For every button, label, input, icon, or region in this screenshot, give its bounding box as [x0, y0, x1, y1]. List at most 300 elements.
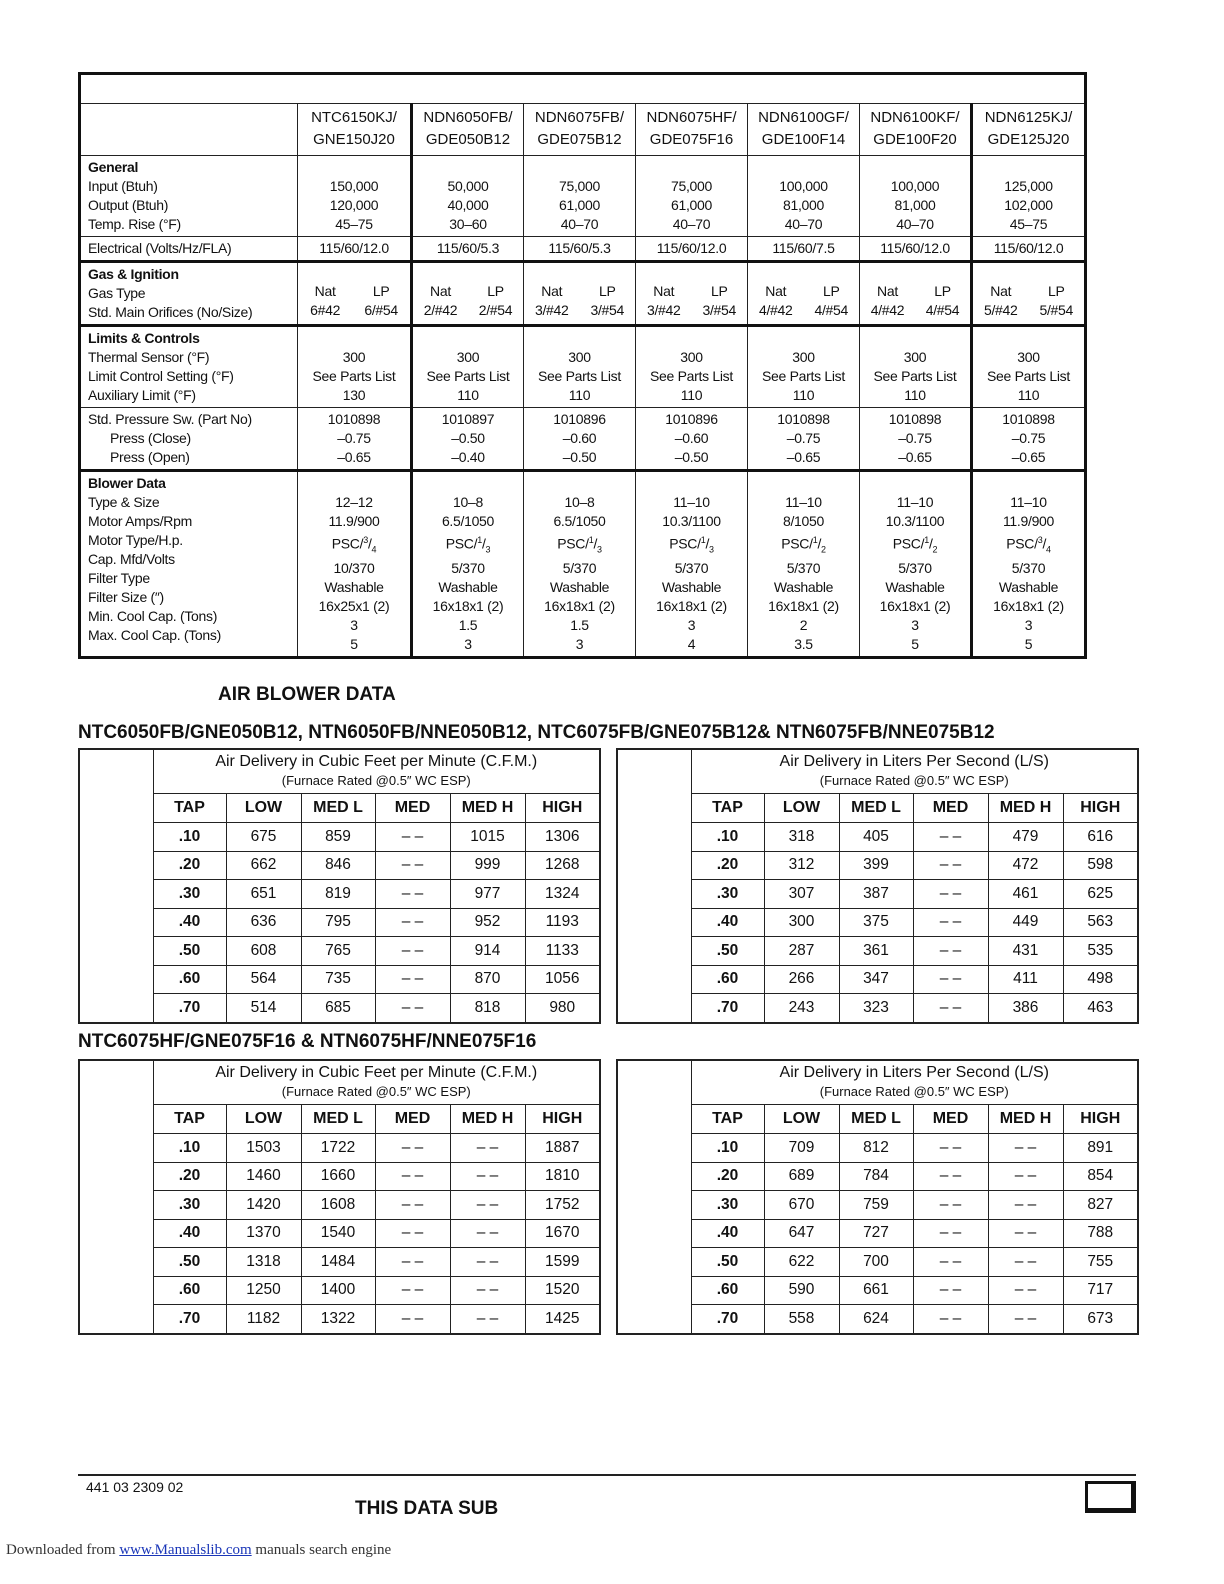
air-delivery-title: Air Delivery in Liters Per Second (L/S) [779, 1064, 1049, 1081]
model-header-cell [524, 104, 636, 156]
airflow-cell: 1540 [301, 1219, 375, 1248]
pressure-values-cell [972, 408, 1086, 471]
table-row [79, 1219, 600, 1248]
airflow-cell: 498 [1063, 965, 1138, 994]
spacer [748, 474, 859, 493]
limits-values-cell [972, 326, 1086, 408]
model-number-alt: GDE075F16 [649, 131, 734, 148]
airflow-cell: – – [913, 851, 988, 880]
airflow-cell: 608 [226, 937, 301, 966]
output-value: 102,000 [1004, 197, 1053, 213]
gas-pair [973, 263, 1084, 320]
model-number-alt: GDE100F20 [873, 131, 957, 148]
table-row [617, 1219, 1138, 1248]
limits-values-cell [636, 326, 748, 408]
airflow-cell: 854 [1063, 1162, 1138, 1191]
blower-values-cell [748, 471, 860, 658]
limit-control-value: See Parts List [312, 368, 396, 384]
spec-gas-labels [80, 262, 298, 326]
airflow-cell: – – [375, 908, 450, 937]
airflow-cell: 999 [450, 851, 525, 880]
filter-type-value: Washable [438, 579, 498, 596]
air-title-row [617, 749, 1138, 794]
airflow-cell: 759 [839, 1191, 913, 1220]
pressure-values-cell [412, 408, 524, 471]
electrical-value: 115/60/12.0 [298, 237, 412, 262]
lp-label: LP [1047, 283, 1065, 299]
type-size-label: Type & Size [88, 494, 160, 510]
limits-values-cell [860, 326, 972, 408]
lp-column [364, 282, 398, 320]
motor-type-label: Motor Type/H.p. [88, 532, 183, 548]
lp-label: LP [822, 283, 840, 299]
airflow-cell: – – [913, 823, 988, 852]
spec-general-row [80, 156, 1086, 237]
spec-pressure-row [80, 408, 1086, 471]
nat-label: Nat [653, 283, 675, 299]
motor-type-prefix: PSC/ [669, 535, 701, 552]
column-header: MED [375, 794, 450, 823]
type-size-value: 12–12 [335, 494, 373, 510]
airflow-cell: 558 [764, 1305, 839, 1334]
pressure-switch-label: Std. Pressure Sw. (Part No) [88, 411, 252, 427]
airflow-cell: – – [375, 994, 450, 1023]
airflow-cell: 1056 [525, 965, 600, 994]
lp-column [926, 282, 960, 320]
airflow-cell: 387 [839, 880, 913, 909]
airflow-cell: – – [450, 1219, 525, 1248]
table-row [79, 1162, 600, 1191]
gas-values-cell [860, 262, 972, 326]
hp-numerator: 1 [700, 535, 706, 545]
tap-cell: .30 [691, 880, 764, 909]
blower-values-cell [860, 471, 972, 658]
air-delivery-title: Air Delivery in Cubic Feet per Minute (C.F.M.) [215, 1064, 538, 1081]
airflow-cell: 651 [226, 880, 301, 909]
nat-label: Nat [314, 283, 336, 299]
lp-column [479, 282, 513, 320]
section1-heading: NTC6050FB/GNE050B12, NTN6050FB/NNE050B12, NTC6075FB/GNE075B12& NTN6075FB/NNE075B12 [78, 722, 995, 743]
spacer [860, 329, 970, 348]
press-open-value: –0.65 [1011, 449, 1046, 465]
spec-limits-row [80, 326, 1086, 408]
air-blank-column [79, 1060, 153, 1334]
tap-cell: .40 [691, 908, 764, 937]
airflow-cell: 564 [226, 965, 301, 994]
min-cool-value: 3 [911, 617, 919, 634]
cap-value: 5/370 [562, 560, 597, 577]
model-header-cell [748, 104, 860, 156]
nat-label: Nat [430, 283, 451, 299]
airflow-cell: 662 [226, 851, 301, 880]
hp-fraction-slash: / [481, 535, 486, 552]
airflow-cell: 1322 [301, 1305, 375, 1334]
motor-type-value [973, 531, 1084, 559]
column-header: MED L [301, 1105, 375, 1134]
temp-rise-value: 40–70 [896, 216, 934, 232]
hp-fraction-slash: / [593, 535, 598, 552]
airflow-cell: 405 [839, 823, 913, 852]
airflow-cell: 1133 [525, 937, 600, 966]
thermal-sensor-label: Thermal Sensor (°F) [88, 349, 210, 365]
lp-label: LP [372, 283, 390, 299]
hp-numerator: 3 [1037, 535, 1043, 545]
table-row [79, 1191, 600, 1220]
airflow-cell: – – [375, 1191, 450, 1220]
electrical-value: 115/60/12.0 [860, 237, 972, 262]
motor-type-value [524, 531, 635, 559]
airflow-cell: 670 [764, 1191, 839, 1220]
airflow-cell: – – [988, 1191, 1063, 1220]
lp-orifice: 2/#54 [478, 302, 513, 318]
spacer [748, 158, 859, 177]
airflow-cell: 700 [839, 1248, 913, 1277]
tap-cell: .60 [691, 1276, 764, 1305]
air-blank-column [79, 749, 153, 1023]
nat-column [984, 282, 1018, 320]
column-header: MED L [839, 794, 913, 823]
limit-control-value: See Parts List [987, 368, 1070, 384]
tap-cell: .20 [153, 851, 226, 880]
table-row [617, 851, 1138, 880]
airflow-cell: 323 [839, 994, 913, 1023]
nat-orifice: 3/#42 [534, 302, 569, 318]
pressure-switch-part: 1010896 [553, 411, 606, 427]
airflow-cell: 399 [839, 851, 913, 880]
tap-cell: .50 [153, 1248, 226, 1277]
auxiliary-limit-value: 130 [342, 387, 366, 403]
airflow-cell: 1268 [525, 851, 600, 880]
nat-orifice: 4/#42 [758, 302, 793, 318]
table-row [617, 823, 1138, 852]
hp-denominator: 4 [371, 544, 377, 555]
section1-ls-table [616, 748, 1139, 1024]
airflow-cell: 1599 [525, 1248, 600, 1277]
motor-type-prefix: PSC/ [557, 535, 589, 552]
airflow-cell: 1722 [301, 1134, 375, 1163]
hp-numerator: 1 [477, 535, 482, 545]
gas-type-label: Gas Type [88, 285, 146, 301]
manualslib-link[interactable]: www.Manualslib.com [119, 1542, 252, 1558]
press-close-value: –0.75 [898, 430, 932, 446]
airflow-cell: 980 [525, 994, 600, 1023]
table-row [617, 994, 1138, 1023]
air-delivery-title: Air Delivery in Cubic Feet per Minute (C.F.M.) [215, 753, 538, 770]
hp-denominator: 2 [932, 544, 938, 555]
auxiliary-limit-value: 110 [457, 387, 479, 403]
tap-cell: .50 [153, 937, 226, 966]
airflow-cell: 431 [988, 937, 1063, 966]
model-header-cell [636, 104, 748, 156]
max-cool-label: Max. Cool Cap. (Tons) [88, 627, 221, 643]
type-size-value: 11–10 [673, 494, 710, 510]
spacer [298, 474, 410, 493]
motor-type-prefix: PSC/ [781, 535, 813, 552]
hp-fraction-slash: / [817, 535, 822, 552]
gas-title: Gas & Ignition [88, 266, 179, 282]
spacer [973, 474, 1084, 493]
spacer [636, 158, 747, 177]
airflow-cell: 1182 [226, 1305, 301, 1334]
general-values-cell [524, 156, 636, 237]
column-header: HIGH [1063, 1105, 1138, 1134]
input-value: 50,000 [447, 178, 489, 194]
press-open-value: –0.50 [562, 449, 597, 465]
type-size-value: 10–8 [564, 494, 595, 510]
airflow-cell: – – [913, 1248, 988, 1277]
table-row [617, 880, 1138, 909]
motor-amps-value: 10.3/1100 [662, 513, 721, 529]
airflow-cell: – – [450, 1248, 525, 1277]
column-header: MED L [301, 794, 375, 823]
min-cool-value: 3 [687, 617, 696, 634]
press-close-value: –0.60 [674, 430, 709, 446]
column-header: MED H [988, 1105, 1063, 1134]
output-label: Output (Btuh) [88, 197, 169, 213]
spacer [413, 474, 523, 493]
air-title-row [79, 1060, 600, 1105]
airflow-cell: 661 [839, 1276, 913, 1305]
min-cool-label: Min. Cool Cap. (Tons) [88, 608, 218, 624]
spacer [524, 158, 635, 177]
model-number: NDN6075FB/ [534, 109, 625, 126]
press-open-value: –0.65 [786, 449, 821, 465]
airflow-cell: 827 [1063, 1191, 1138, 1220]
airflow-cell: 598 [1063, 851, 1138, 880]
output-value: 81,000 [894, 197, 936, 213]
hp-denominator: 2 [821, 544, 826, 555]
airflow-cell: 727 [839, 1219, 913, 1248]
spacer [636, 329, 747, 348]
airflow-cell: 1484 [301, 1248, 375, 1277]
nat-label: Nat [765, 283, 787, 299]
temp-rise-value: 45–75 [1009, 216, 1048, 232]
air-column-header-row [617, 1105, 1138, 1134]
airflow-cell: 307 [764, 880, 839, 909]
table-row [617, 1162, 1138, 1191]
gas-pair [524, 263, 635, 320]
general-values-cell [972, 156, 1086, 237]
press-close-value: –0.75 [786, 430, 821, 446]
motor-amps-label: Motor Amps/Rpm [88, 513, 192, 529]
tap-cell: .70 [153, 994, 226, 1023]
table-row [617, 1191, 1138, 1220]
airflow-cell: 1670 [525, 1219, 600, 1248]
pressure-switch-part: 1010897 [441, 411, 495, 427]
airflow-cell: – – [988, 1305, 1063, 1334]
nat-label: Nat [990, 283, 1012, 299]
table-row [79, 880, 600, 909]
input-value: 75,000 [558, 178, 601, 194]
column-header: LOW [226, 1105, 301, 1134]
column-header: TAP [153, 794, 226, 823]
section2-heading: NTC6075HF/GNE075F16 & NTN6075HF/NNE075F16 [78, 1031, 537, 1052]
page-number-box [1085, 1481, 1136, 1513]
tap-cell: .10 [691, 823, 764, 852]
airflow-cell: – – [913, 880, 988, 909]
nat-orifice: 5/#42 [983, 302, 1018, 318]
press-close-value: –0.60 [562, 430, 597, 446]
rated-note: (Furnace Rated @0.5″ WC ESP) [281, 773, 471, 788]
column-header: TAP [153, 1105, 226, 1134]
airflow-cell: 347 [839, 965, 913, 994]
airflow-cell: 411 [988, 965, 1063, 994]
tap-cell: .30 [153, 880, 226, 909]
airflow-cell: 535 [1063, 937, 1138, 966]
nat-orifice: 4/#42 [870, 302, 905, 318]
motor-type-value [860, 531, 970, 559]
temp-rise-value: 45–75 [335, 216, 373, 232]
spacer [298, 329, 410, 348]
air-table-title [691, 749, 1138, 794]
nat-label: Nat [541, 283, 563, 299]
column-header: HIGH [1063, 794, 1138, 823]
airflow-cell: – – [375, 880, 450, 909]
airflow-cell: 1420 [226, 1191, 301, 1220]
electrical-value: 115/60/7.5 [748, 237, 860, 262]
nat-column [310, 282, 340, 320]
airflow-cell: 590 [764, 1276, 839, 1305]
spacer [860, 158, 970, 177]
airflow-cell: 461 [988, 880, 1063, 909]
cap-value: 10/370 [333, 560, 375, 577]
airflow-cell: 1370 [226, 1219, 301, 1248]
lp-orifice: 3/#54 [590, 302, 625, 318]
min-cool-value: 1.5 [458, 617, 478, 634]
thermal-sensor-value: 300 [903, 349, 927, 365]
tap-cell: .70 [691, 1305, 764, 1334]
airflow-cell: 361 [839, 937, 913, 966]
airflow-cell: – – [913, 1162, 988, 1191]
airflow-cell: 1318 [226, 1248, 301, 1277]
blower-values-cell [972, 471, 1086, 658]
air-title-row [617, 1060, 1138, 1105]
motor-type-prefix: PSC/ [445, 535, 478, 552]
lp-orifice: 6/#54 [364, 302, 398, 318]
rated-note: (Furnace Rated @0.5″ WC ESP) [819, 773, 1009, 788]
airflow-cell: – – [913, 1191, 988, 1220]
airflow-cell: – – [988, 1162, 1063, 1191]
hp-fraction-slash: / [367, 535, 372, 552]
limits-values-cell [412, 326, 524, 408]
cap-value: 5/370 [451, 560, 485, 577]
filter-type-label: Filter Type [88, 570, 150, 586]
airflow-cell: 1193 [525, 908, 600, 937]
thermal-sensor-value: 300 [342, 349, 366, 365]
section2-cfm-table [78, 1059, 601, 1335]
airflow-cell: 1400 [301, 1276, 375, 1305]
gas-pair [298, 263, 410, 320]
input-value: 100,000 [779, 178, 828, 194]
nat-column [535, 282, 569, 320]
gas-values-cell [636, 262, 748, 326]
pressure-values-cell [636, 408, 748, 471]
blower-title: Blower Data [88, 475, 166, 491]
airflow-cell: – – [375, 1219, 450, 1248]
airflow-cell: 625 [1063, 880, 1138, 909]
gas-values-cell [298, 262, 412, 326]
airflow-cell: 818 [450, 994, 525, 1023]
airflow-cell: 312 [764, 851, 839, 880]
tap-cell: .10 [691, 1134, 764, 1163]
download-prefix: Downloaded from [6, 1542, 116, 1558]
airflow-cell: – – [988, 1219, 1063, 1248]
type-size-value: 11–10 [785, 494, 822, 510]
table-row [79, 1248, 600, 1277]
cap-value: 5/370 [786, 560, 821, 577]
spacer [636, 474, 747, 493]
airflow-cell: – – [450, 1162, 525, 1191]
model-header-cell [860, 104, 972, 156]
hp-denominator: 3 [597, 544, 602, 555]
airflow-cell: 1425 [525, 1305, 600, 1334]
gas-values-cell [972, 262, 1086, 326]
pressure-values-cell [748, 408, 860, 471]
limit-control-value: See Parts List [650, 368, 733, 384]
limits-title: Limits & Controls [88, 330, 200, 346]
lp-label: LP [598, 283, 616, 299]
limit-control-value: See Parts List [426, 368, 510, 384]
airflow-cell: 243 [764, 994, 839, 1023]
table-row [79, 965, 600, 994]
model-number: NDN6050FB/ [423, 109, 513, 126]
airflow-cell: – – [375, 823, 450, 852]
model-number-alt: GDE075B12 [537, 131, 622, 148]
model-header-cell [972, 104, 1086, 156]
airflow-cell: 1520 [525, 1276, 600, 1305]
airflow-cell: – – [988, 1276, 1063, 1305]
motor-amps-value: 10.3/1100 [885, 513, 945, 529]
tap-cell: .40 [153, 908, 226, 937]
lp-label: LP [710, 283, 728, 299]
pressure-switch-part: 1010898 [327, 411, 381, 427]
lp-orifice: 3/#54 [702, 302, 737, 318]
motor-amps-value: 11.9/900 [1002, 513, 1055, 529]
airflow-cell: – – [913, 1276, 988, 1305]
pressure-switch-part: 1010898 [888, 411, 942, 427]
furnace-specifications-table [78, 72, 1087, 659]
tap-cell: .40 [153, 1219, 226, 1248]
nat-label: Nat [877, 283, 898, 299]
airflow-cell: 812 [839, 1134, 913, 1163]
airflow-cell: – – [913, 1134, 988, 1163]
spec-gas-row [80, 262, 1086, 326]
airflow-cell: – – [450, 1134, 525, 1163]
output-value: 81,000 [782, 197, 825, 213]
thermal-sensor-value: 300 [680, 349, 703, 365]
airflow-cell: 891 [1063, 1134, 1138, 1163]
electrical-value: 115/60/5.3 [412, 237, 524, 262]
column-header: MED H [450, 794, 525, 823]
airflow-cell: – – [913, 908, 988, 937]
column-header: MED [913, 794, 988, 823]
limits-values-cell [748, 326, 860, 408]
download-credit [6, 1542, 391, 1559]
nat-column [424, 282, 458, 320]
max-cool-value: 5 [1024, 636, 1033, 653]
tap-cell: .50 [691, 937, 764, 966]
motor-amps-value: 8/1050 [782, 513, 825, 529]
spacer [524, 474, 635, 493]
table-row [79, 937, 600, 966]
airflow-cell: 755 [1063, 1248, 1138, 1277]
temp-rise-value: 30–60 [449, 216, 487, 232]
limits-values-cell [298, 326, 412, 408]
auxiliary-limit-value: 110 [1017, 387, 1040, 403]
airflow-cell: 472 [988, 851, 1063, 880]
airflow-cell: 1810 [525, 1162, 600, 1191]
airflow-cell: 1460 [226, 1162, 301, 1191]
